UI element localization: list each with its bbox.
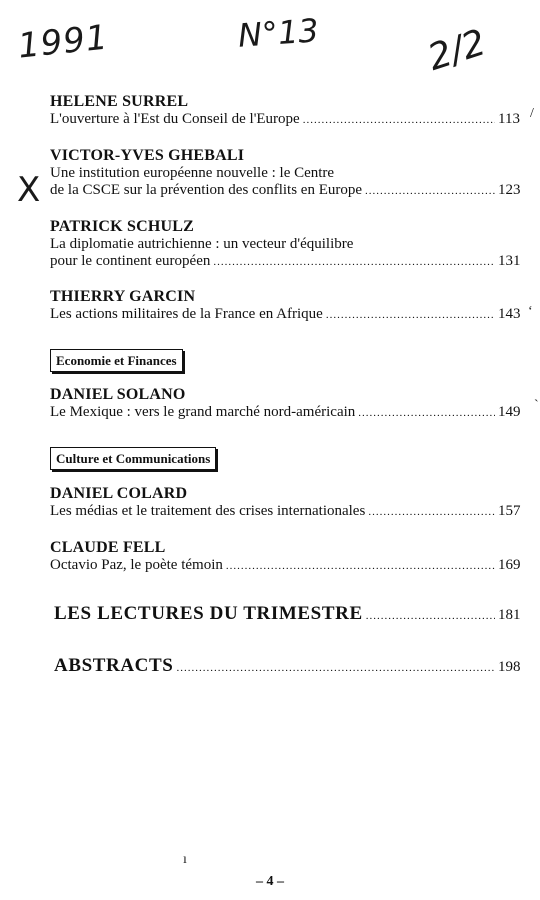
dot-leader — [303, 112, 495, 129]
author-name: CLAUDE FELL — [50, 539, 166, 556]
article-title: L'ouverture à l'Est du Conseil de l'Europe — [50, 111, 300, 127]
margin-tick-mark: / — [530, 106, 534, 121]
article-title: pour le continent européen — [50, 253, 211, 269]
page-number: 157 — [498, 503, 521, 519]
toc-line — [50, 306, 520, 324]
toc-line — [54, 603, 520, 627]
toc-line — [50, 236, 520, 253]
section-heading-culture: Culture et Communications — [50, 447, 216, 470]
toc-line — [50, 503, 520, 521]
author-name: PATRICK SCHULZ — [50, 218, 195, 235]
page-number: 143 — [498, 306, 521, 322]
dot-leader — [176, 657, 495, 679]
toc-line — [50, 182, 520, 200]
article-title: de la CSCE sur la prévention des conflits en Europe — [50, 182, 363, 198]
author-name: DANIEL COLARD — [50, 485, 188, 502]
toc-line — [50, 557, 520, 575]
margin-tick-mark: ‘ — [528, 304, 533, 319]
handwritten-part: 2/2 — [423, 22, 491, 79]
author-name: VICTOR-YVES GHEBALI — [50, 147, 245, 164]
margin-tick-mark: ` — [534, 398, 539, 413]
toc-entry-fell — [50, 539, 520, 575]
stray-ink-mark: ı — [183, 852, 187, 867]
dot-leader — [213, 254, 495, 271]
toc-entry-surrel — [50, 93, 520, 129]
dot-leader — [358, 405, 495, 422]
author-name: DANIEL SOLANO — [50, 386, 186, 403]
toc-entry-abstracts — [54, 655, 520, 679]
dot-leader — [326, 307, 495, 324]
article-title: Les actions militaires de la France en Afrique — [50, 306, 323, 322]
author-name: THIERRY GARCIN — [50, 288, 196, 305]
page-number: 131 — [498, 253, 521, 269]
dot-leader — [226, 558, 495, 575]
toc-line — [50, 111, 520, 129]
toc-entry-lectures — [54, 603, 520, 627]
toc-line — [50, 165, 520, 182]
page-number: 169 — [498, 557, 521, 573]
toc-entry-ghebali — [50, 147, 520, 200]
page-number: 149 — [498, 404, 521, 420]
toc-line — [54, 655, 520, 679]
dot-leader — [368, 504, 495, 521]
page-number: 198 — [498, 659, 521, 675]
page-number: 181 — [498, 607, 521, 623]
article-title: Les médias et le traitement des crises internationales — [50, 503, 366, 519]
dot-leader — [365, 183, 495, 200]
article-title: Une institution européenne nouvelle : le Centre — [50, 165, 335, 181]
author-name: HELENE SURREL — [50, 93, 189, 110]
toc-entry-colard — [50, 485, 520, 521]
section-title: LES LECTURES DU TRIMESTRE — [54, 603, 363, 624]
dot-leader — [366, 605, 495, 627]
page-number: 113 — [498, 111, 520, 127]
page-number: 123 — [498, 182, 521, 198]
article-title: Le Mexique : vers le grand marché nord-américain — [50, 404, 356, 420]
toc-line — [50, 404, 520, 422]
article-title: Octavio Paz, le poète témoin — [50, 557, 223, 573]
page-number-footer: – 4 – — [256, 874, 284, 889]
toc-line — [50, 253, 520, 271]
toc-entry-garcin — [50, 288, 520, 324]
article-title: La diplomatie autrichienne : un vecteur d'équilibre — [50, 236, 354, 252]
section-heading-economy: Economie et Finances — [50, 349, 183, 372]
handwritten-year: 1991 — [16, 17, 111, 67]
handwritten-issue-number: N°13 — [236, 11, 320, 55]
handwritten-cross-mark: X — [17, 170, 41, 210]
section-title: ABSTRACTS — [54, 655, 174, 676]
toc-entry-solano — [50, 386, 520, 422]
toc-entry-schulz — [50, 218, 520, 271]
